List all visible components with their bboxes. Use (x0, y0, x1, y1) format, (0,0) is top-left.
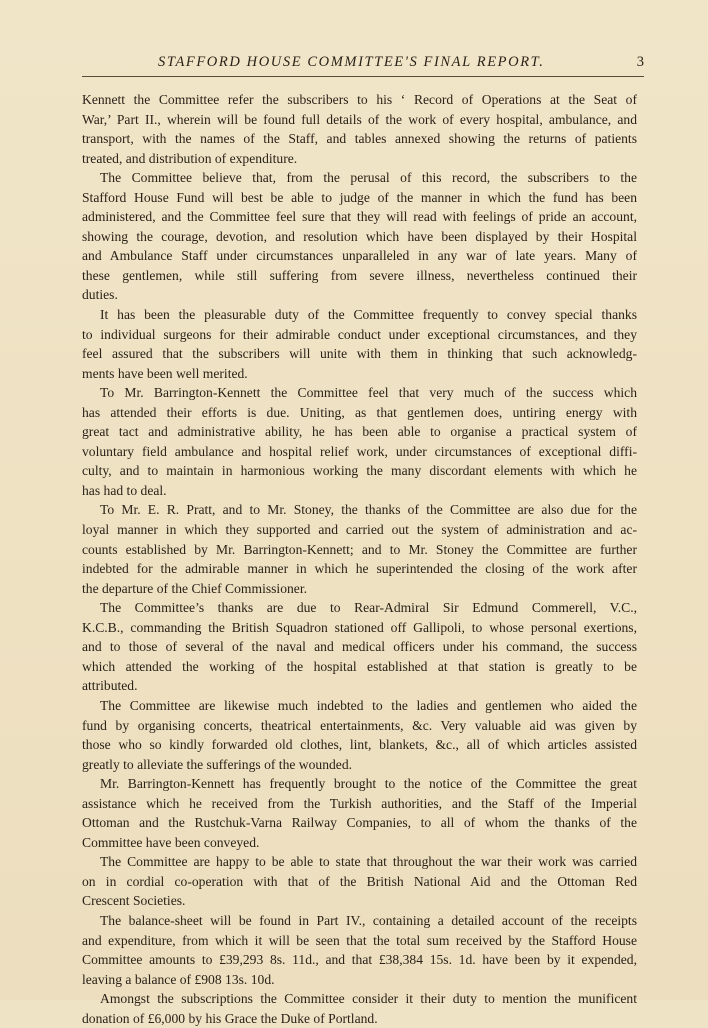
text-line: fund by organising concerts, theatrical entertainments, &c. Very valuable aid was given by (82, 717, 637, 733)
text-line: voluntary field ambulance and hospital relief work, under circumstances of exceptional diffi- (82, 443, 637, 459)
page-header (82, 54, 644, 76)
text-line: and to those of several of the naval and medical officers under his command, the success (82, 639, 637, 655)
text-line: It has been the pleasurable duty of the Committee frequently to convey special thanks (100, 307, 637, 323)
header-rule (82, 76, 644, 77)
text-line: The Committee believe that, from the perusal of this record, the subscribers to the (100, 170, 637, 186)
text-line: assistance which he received from the Turkish authorities, and the Staff of the Imperial (82, 795, 637, 811)
text-line: Committee amounts to £39,293 8s. 11d., and that £38,384 15s. 1d. have been by it expended, (82, 952, 637, 968)
text-line: The Committee’s thanks are due to Rear-Admiral Sir Edmund Commerell, V.C., (100, 600, 637, 616)
text-line: showing the courage, devotion, and resolution which have been displayed by their Hospital (82, 228, 637, 244)
running-head: STAFFORD HOUSE COMMITTEE'S FINAL REPORT. (158, 54, 545, 70)
text-line: feel assured that the subscribers will unite with them in thinking that such acknowledg- (82, 346, 637, 362)
text-line: Kennett the Committee refer the subscribers to his ‘ Record of Operations at the Seat of (82, 92, 637, 107)
text-line: which attended the working of the hospital established at that station is greatly to be (82, 658, 637, 674)
text-line: leaving a balance of £908 13s. 10d. (82, 971, 275, 987)
text-line: indebted for the admirable manner in which he superintended the closing of the work after (82, 561, 637, 577)
text-line: treated, and distribution of expenditure. (82, 150, 298, 166)
text-line: these gentlemen, while still suffering from severe illness, nevertheless continued their (82, 267, 637, 283)
text-line: and Ambulance Staff under circumstances unparalleled in any war of late years. Many of (82, 248, 637, 264)
text-line: Ottoman and the Rustchuk-Varna Railway Companies, to all of whom the thanks of the (82, 815, 637, 831)
text-line: donation of £6,000 by his Grace the Duke of Portland. (82, 1010, 378, 1026)
text-line: to individual surgeons for their admirable conduct under exceptional circumstances, and they (82, 326, 637, 342)
text-line: the departure of the Chief Commissioner. (82, 580, 308, 596)
text-line: transport, with the names of the Staff, and tables annexed showing the returns of patients (82, 131, 637, 147)
text-line: Mr. Barrington-Kennett has frequently brought to the notice of the Committee the great (100, 776, 637, 792)
text-line: Committee have been conveyed. (82, 834, 260, 850)
text-line: To Mr. E. R. Pratt, and to Mr. Stoney, the thanks of the Committee are also due for the (100, 502, 637, 518)
text-line: Crescent Societies. (82, 893, 186, 909)
text-line: Amongst the subscriptions the Committee consider it their duty to mention the munificent (100, 991, 637, 1007)
text-line: The Committee are happy to be able to state that throughout the war their work was carried (100, 854, 637, 870)
text-line: those who so kindly forwarded old clothes, lint, blankets, &c., all of which articles assisted (82, 737, 637, 753)
text-line: has had to deal. (82, 482, 167, 498)
text-line: administered, and the Committee feel sure that they will read with feelings of pride an account, (82, 209, 637, 225)
body-text (82, 90, 637, 1028)
text-line: great tact and administrative ability, he has been able to organise a practical system of (82, 424, 637, 440)
text-line: greatly to alleviate the sufferings of the wounded. (82, 756, 353, 772)
text-line: To Mr. Barrington-Kennett the Committee feel that very much of the success which (100, 385, 637, 401)
text-line: on in cordial co-operation with that of the British National Aid and the Ottoman Red (82, 873, 637, 889)
page-number: 3 (636, 54, 644, 70)
text-line: attributed. (82, 678, 138, 694)
text-line: K.C.B., commanding the British Squadron stationed off Gallipoli, to whose personal exertions, (82, 619, 637, 635)
text-line: War,’ Part II., wherein will be found full details of the work of every hospital, ambulance, and (82, 111, 637, 127)
text-line: culty, and to maintain in harmonious working the many discordant elements with which he (82, 463, 637, 479)
text-line: counts established by Mr. Barrington-Kennett; and to Mr. Stoney the Committee are further (82, 541, 637, 557)
text-line: and expenditure, from which it will be seen that the total sum received by the Stafford House (82, 932, 637, 948)
text-line: Stafford House Fund will best be able to judge of the manner in which the fund has been (82, 189, 637, 205)
text-line: The balance-sheet will be found in Part IV., containing a detailed account of the receipts (100, 912, 637, 928)
text-line: duties. (82, 287, 118, 303)
text-line: has attended their efforts is due. Uniting, as that gentlemen does, untiring energy with (82, 404, 637, 420)
text-line: loyal manner in which they supported and carried out the system of administration and ac- (82, 522, 637, 538)
text-line: ments have been well merited. (82, 365, 248, 381)
text-line: The Committee are likewise much indebted to the ladies and gentlemen who aided the (100, 697, 637, 713)
